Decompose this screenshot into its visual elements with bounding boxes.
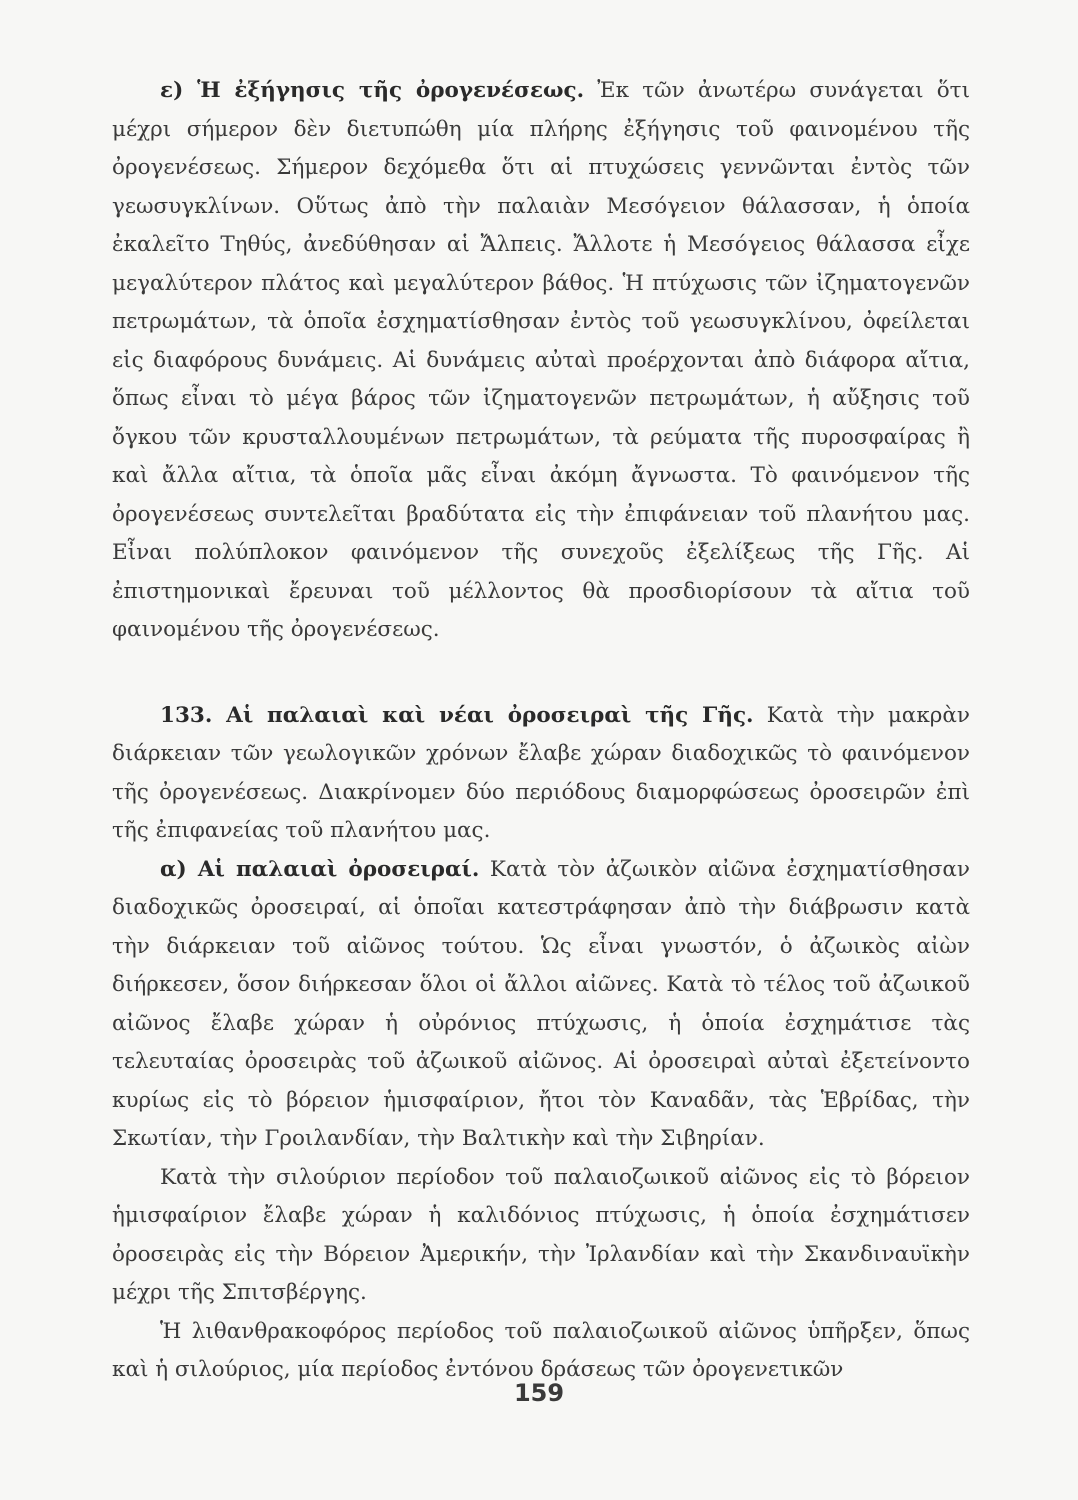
paragraph-body: Κατὰ τὸν ἀζωικὸν αἰῶνα ἐσχηματίσθησαν διαδοχικῶς ὀροσειραί, αἱ ὁποῖαι κατεστράφησαν ἀπὸ τὴν διάβρωσιν κατὰ τὴν διάρκειαν τοῦ αἰῶνος τούτου. Ὡς εἶναι γνωστόν, ὁ ἀζωικὸς αἰὼν διήρκεσεν, ὅσον διήρκεσαν ὅλοι οἱ ἄλλοι αἰῶνες. Κατὰ τὸ τέλος τοῦ ἀζωικοῦ αἰῶνος ἔλαβε χώραν ἡ bbox=[112, 856, 970, 1036]
term-caledonian-folding: καλιδόνιος πτύχωσις bbox=[457, 1203, 701, 1228]
paragraph-body: , ἡ ὁποία ἐσχημάτισε τὰς τελευταίας ὀροσειρὰς τοῦ ἀζωικοῦ αἰῶνος. Αἱ ὀροσειραὶ αὐταὶ ἐξετείνοντο κυρίως εἰς τὸ βόρειον ἡμισφαίριον, ἤτοι τὸν Καναδᾶν, τὰς Ἑβρίδας, τὴν Σκωτίαν, τὴν Γροιλανδίαν, τὴν Βαλτικὴν καὶ τὴν Σιβηρίαν. bbox=[112, 1010, 970, 1151]
section-heading-133: 133. Αἱ παλαιαὶ καὶ νέαι ὀροσειραὶ τῆς Γῆς. bbox=[160, 702, 754, 728]
term-huronian-folding: οὐρόνιος πτύχωσις bbox=[418, 1010, 642, 1036]
paragraph-silurian bbox=[112, 1159, 970, 1313]
section-gap bbox=[112, 650, 970, 697]
paragraph-body: Ἡ λιθανθρακοφόρος περίοδος τοῦ παλαιοζωικοῦ αἰῶνος ὑπῆρξεν, ὅπως καὶ ἡ σιλούριος, μία περίοδος ἐντόνου δράσεως τῶν ὀρογενετικῶν bbox=[112, 1318, 970, 1382]
paragraph-old-ranges bbox=[112, 851, 970, 1159]
paragraph-old-and-new-ranges bbox=[112, 697, 970, 851]
paragraph-body: , ἡ ὁποία ἐσχημάτισεν ὀροσειρὰς εἰς τὴν Βόρειον Ἀμερικήν, τὴν Ἰρλανδίαν καὶ τὴν Σκανδιναυϊκὴν μέχρι τῆς Σπιτσβέργης. bbox=[112, 1203, 970, 1305]
section-heading-e: ε) Ἡ ἐξήγησις τῆς ὀρογενέσεως. bbox=[160, 78, 585, 103]
paragraph-orogenesis-explanation bbox=[112, 72, 970, 650]
page-number: 159 bbox=[513, 1379, 565, 1407]
paragraph-body: Κατὰ τὴν σιλούριον περίοδον τοῦ παλαιοζωικοῦ αἰῶνος εἰς τὸ βόρειον ἡμισφαίριον ἔλαβε χώραν ἡ bbox=[112, 1164, 970, 1228]
paragraph-body: Ἐκ τῶν ἀνωτέρω συνάγεται ὅτι μέχρι σήμερον δὲν διετυπώθη μία πλήρης ἐξήγησις τοῦ φαινομένου τῆς ὀρογενέσεως. Σήμερον δεχόμεθα ὅτι αἱ πτυχώσεις γεννῶνται ἐντὸς τῶν γεωσυγκλίνων. Οὕτως ἀπὸ τὴν παλαιὰν Μεσόγειον θάλασσαν, ἡ ὁποία ἐκαλεῖτο Τηθύς, ἀνεδύθησαν αἱ Ἄλπεις. Ἄλλοτε ἡ Μεσόγειος θάλασσα εἶχε μεγαλύτερον πλάτος καὶ μεγαλύτερον βάθος. Ἡ πτύχωσις τῶν ἰζηματογενῶν πετρωμάτων, τὰ ὁποῖα ἐσχηματίσθησαν ἐντὸς τοῦ γεωσυγκλίνου, ὀφείλεται εἰς διαφόρους δυνάμεις. Αἱ δυνάμεις αὐταὶ προέρχονται ἀπὸ διάφορα αἴτια, ὅπως εἶναι τὸ μέγα βάρος τῶν ἰζηματογενῶν πετρωμάτων, ἡ αὔξησις τοῦ ὄγκου τῶν κρυσταλλουμένων πετρωμάτων, τὰ ρεύματα τῆς πυροσφαίρας ἢ καὶ ἄλλα αἴτια, τὰ ὁποῖα μᾶς εἶναι ἀκόμη ἄγνωστα. Τὸ φαινόμενον τῆς ὀρογενέσεως συντελεῖται βραδύτατα εἰς τὴν ἐπιφάνειαν τοῦ πλανήτου μας. Εἶναι πολύπλοκον φαινόμενον τῆς συνεχοῦς ἐξελίξεως τῆς Γῆς. Αἱ ἐπιστημονικαὶ ἔρευναι τοῦ μέλλοντος θὰ προσδιορίσουν τὰ αἴτια τοῦ φαινομένου τῆς ὀρογενέσεως. bbox=[112, 78, 970, 642]
paragraph-body: Κατὰ τὴν μακρὰν διάρκειαν τῶν γεωλογικῶν χρόνων ἔλαβε χώραν διαδοχικῶς τὸ φαινόμενον τῆς ὀρογενέσεως. Διακρίνομεν δύο περιόδους διαμορφώσεως ὀροσειρῶν ἐπὶ τῆς ἐπιφανείας τοῦ πλανήτου μας. bbox=[112, 702, 970, 843]
section-heading-a: α) Αἱ παλαιαὶ ὀροσειραί. bbox=[160, 856, 480, 882]
